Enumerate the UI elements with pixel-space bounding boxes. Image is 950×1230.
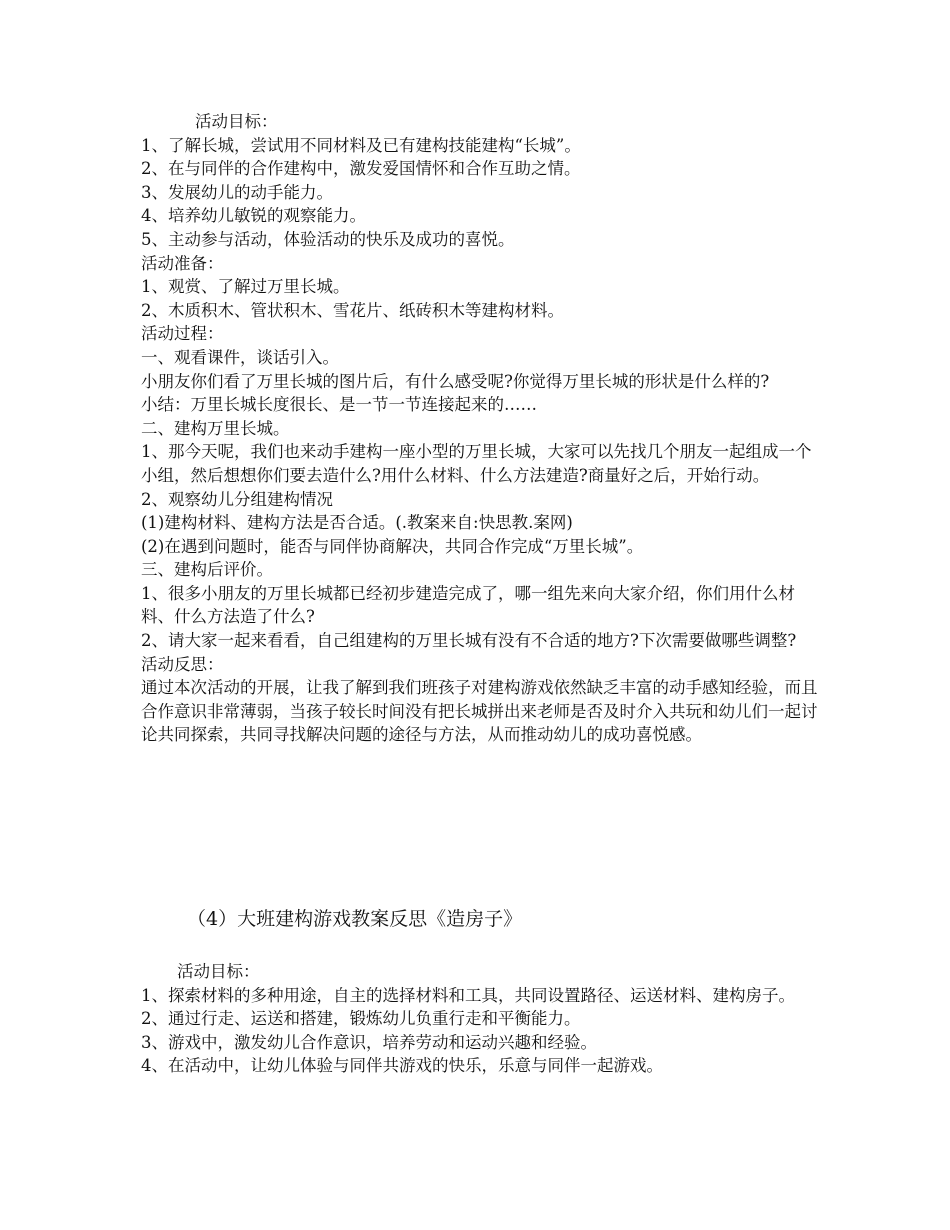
reflect-title: 活动反思：	[141, 654, 224, 674]
goal-item: 4、培养幼儿敏锐的观察能力。	[141, 206, 366, 226]
goals-title: 活动目标：	[195, 112, 278, 131]
process-summary: 小结：万里长城长度很长、是一节一节连接起来的……	[141, 395, 537, 415]
process-item: 2、观察幼儿分组建构情况	[141, 489, 333, 509]
process-paragraph: 1、很多小朋友的万里长城都已经初步建造完成了，哪一组先来向大家介绍，你们用什么材料、什么方法造了什么?	[141, 583, 795, 627]
process-paragraph: 1、那今天呢，我们也来动手建构一座小型的万里长城，大家可以先找几个朋友一起组成一个小组，然后想想你们要去造什么?用什么材料、什么方法建造?商量好之后，开始行动。	[141, 442, 812, 485]
goal-item: 1、探索材料的多种用途，自主的选择材料和工具，共同设置路径、运送材料、建构房子。	[141, 985, 795, 1005]
lesson-plan-build-house	[141, 960, 821, 1078]
goal-item: 1、了解长城，尝试用不同材料及已有建构技能建构“长城”。	[141, 135, 581, 155]
prep-item: 1、观赏、了解过万里长城。	[141, 277, 350, 297]
process-paragraph: 2、请大家一起来看看，自己组建构的万里长城有没有不合适的地方?下次需要做哪些调整?	[141, 631, 797, 651]
process-title: 活动过程：	[141, 324, 224, 344]
process-step-title: 二、建构万里长城。	[141, 418, 290, 438]
goal-item: 2、在与同伴的合作建构中，激发爱国情怀和合作互助之情。	[141, 159, 581, 179]
process-step-title: 三、建构后评价。	[141, 560, 273, 580]
reflect-paragraph: 通过本次活动的开展，让我了解到我们班孩子对建构游戏依然缺乏丰富的动手感知经验，而且合作意识非常薄弱，当孩子较长时间没有把长城拼出来老师是否及时介入共玩和幼儿们一起讨论共同探索，共同寻找解决问题的途径与方法，从而推动幼儿的成功喜悦感。	[141, 678, 818, 745]
goal-item: 4、在活动中，让幼儿体验与同伴共游戏的快乐，乐意与同伴一起游戏。	[141, 1056, 663, 1076]
process-sub-item: (1)建构材料、建构方法是否合适。(.教案来自:快思教.案网)	[141, 513, 573, 533]
lesson-plan-great-wall	[141, 110, 821, 747]
process-step-title: 一、观看课件，谈话引入。	[141, 347, 339, 367]
prep-item: 2、木质积木、管状积木、雪花片、纸砖积木等建构材料。	[141, 300, 564, 320]
goal-item: 3、游戏中，激发幼儿合作意识，培养劳动和运动兴趣和经验。	[141, 1032, 597, 1052]
process-sub-item: (2)在遇到问题时，能否与同伴协商解决，共同合作完成“万里长城”。	[141, 536, 644, 556]
goal-item: 2、通过行走、运送和搭建，锻炼幼儿负重行走和平衡能力。	[141, 1009, 581, 1029]
goals-title: 活动目标：	[177, 962, 260, 981]
process-paragraph: 小朋友你们看了万里长城的图片后，有什么感受呢?你觉得万里长城的形状是什么样的?	[141, 371, 770, 391]
section-heading: （4）大班建构游戏教案反思《造房子》	[187, 908, 523, 930]
goal-item: 3、发展幼儿的动手能力。	[141, 182, 333, 202]
goal-item: 5、主动参与活动，体验活动的快乐及成功的喜悦。	[141, 229, 515, 249]
prep-title: 活动准备：	[141, 253, 224, 273]
